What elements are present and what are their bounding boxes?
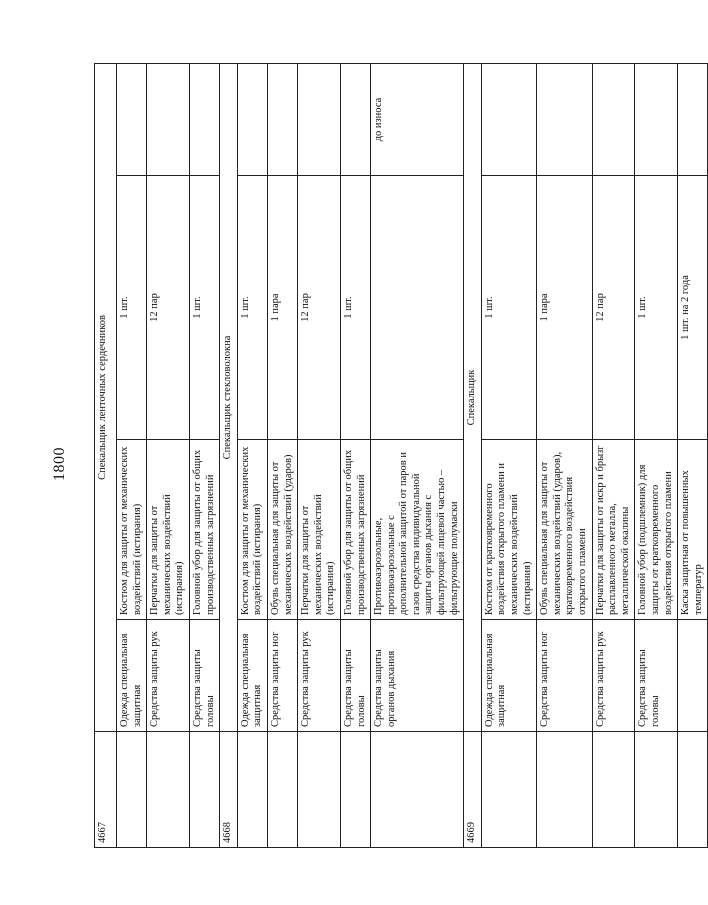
ppe-type-cell: Средства защиты рук (147, 620, 190, 732)
blank-cell (117, 732, 147, 848)
norm-cell (189, 64, 219, 176)
quantity-cell: 1 шт. (340, 176, 370, 440)
blank-cell (298, 732, 341, 848)
table-row (117, 64, 147, 848)
norm-cell (237, 64, 267, 176)
ppe-item-cell: Перчатки для защиты от механических воздействий (истирания) (298, 440, 341, 620)
ppe-type-cell: Средства защиты головы (635, 620, 678, 732)
norm-cell (635, 64, 678, 176)
table-row (481, 64, 536, 848)
ppe-item-cell: Головной убор для защиты от общих производственных загрязнений (340, 440, 370, 620)
ppe-type-cell: Средства защиты головы (189, 620, 219, 732)
ppe-type-cell: Средства защиты рук (592, 620, 635, 732)
norm-cell (340, 64, 370, 176)
norm-cell (298, 64, 341, 176)
ppe-norms-table (94, 63, 708, 848)
ppe-type-cell (678, 620, 708, 732)
table-row (678, 64, 708, 848)
quantity-cell: 1 шт. (481, 176, 536, 440)
table-row (592, 64, 635, 848)
profession-name-cell: Спекальщик (464, 64, 482, 732)
ppe-item-cell: Головной убор для защиты от общих производственных загрязнений (189, 440, 219, 620)
table-row (635, 64, 678, 848)
table-row (220, 64, 238, 848)
quantity-cell: 1 шт. (635, 176, 678, 440)
quantity-cell: 1 пара (267, 176, 297, 440)
quantity-cell (371, 176, 464, 440)
blank-cell (189, 732, 219, 848)
profession-number-cell: 4668 (220, 732, 238, 848)
profession-name-cell: Спекальщик стекловолокна (220, 64, 238, 732)
table-body (95, 64, 708, 848)
ppe-type-cell: Средства защиты ног (267, 620, 297, 732)
norm-cell (147, 64, 190, 176)
ppe-item-cell: Головной убор (подшлемник) для защиты от кратковременного воздействия открытого пламени (635, 440, 678, 620)
page-number: 1800 (51, 447, 68, 481)
quantity-cell: 12 пар (147, 176, 190, 440)
profession-name-cell: Спекальщик ленточных сердечников (95, 64, 117, 732)
table-row (95, 64, 117, 848)
table-row (371, 64, 464, 848)
ppe-item-cell: Перчатки для защиты от искр и брызг расплавленного металла, металлической окалины (592, 440, 635, 620)
ppe-item-cell: Обувь специальная для защиты от механических воздействий (ударов), кратковременного воздействия открытого пламени (537, 440, 592, 620)
quantity-cell: 1 шт. (237, 176, 267, 440)
blank-cell (592, 732, 635, 848)
ppe-item-cell: Каска защитная от повышенных температур (678, 440, 708, 620)
table-row (237, 64, 267, 848)
table-row (537, 64, 592, 848)
ppe-item-cell: Костюм для защиты от механических воздействий (истирания) (117, 440, 147, 620)
blank-cell (481, 732, 536, 848)
norm-cell (678, 64, 708, 176)
table-row (189, 64, 219, 848)
quantity-cell: 12 пар (592, 176, 635, 440)
blank-cell (340, 732, 370, 848)
norm-cell: до износа (371, 64, 464, 176)
ppe-type-cell: Одежда специальная защитная (237, 620, 267, 732)
ppe-type-cell: Средства защиты рук (298, 620, 341, 732)
table-row (340, 64, 370, 848)
blank-cell (147, 732, 190, 848)
blank-cell (371, 732, 464, 848)
quantity-cell: 1 шт. (189, 176, 219, 440)
ppe-item-cell: Перчатки для защиты от механических воздействий (истирания) (147, 440, 190, 620)
blank-cell (635, 732, 678, 848)
quantity-cell: 12 пар (298, 176, 341, 440)
ppe-item-cell: Обувь специальная для защиты от механических воздействий (ударов) (267, 440, 297, 620)
blank-cell (237, 732, 267, 848)
quantity-cell: 1 пара (537, 176, 592, 440)
table-row (464, 64, 482, 848)
ppe-item-cell: Костюм для защиты от механических воздействий (истирания) (237, 440, 267, 620)
quantity-cell: 1 шт. на 2 года (678, 176, 708, 440)
ppe-norms-table-wrapper (94, 64, 704, 848)
profession-number-cell: 4667 (95, 732, 117, 848)
norm-cell (481, 64, 536, 176)
ppe-type-cell: Средства защиты органов дыхания (371, 620, 464, 732)
profession-number-cell: 4669 (464, 732, 482, 848)
ppe-type-cell: Одежда специальная защитная (117, 620, 147, 732)
table-row (298, 64, 341, 848)
ppe-item-cell: Противоаэрозольные, противоаэрозольные с дополнительной защитой от паров и газов средства индивидуальной защиты органов дыхания с фильтрующей лицевой частью – фильтрующие полумаски (371, 440, 464, 620)
ppe-type-cell: Средства защиты ног (537, 620, 592, 732)
norm-cell (592, 64, 635, 176)
norm-cell (537, 64, 592, 176)
blank-cell (678, 732, 708, 848)
table-row (267, 64, 297, 848)
blank-cell (267, 732, 297, 848)
norm-cell (117, 64, 147, 176)
blank-cell (537, 732, 592, 848)
table-row (147, 64, 190, 848)
ppe-type-cell: Одежда специальная защитная (481, 620, 536, 732)
quantity-cell: 1 шт. (117, 176, 147, 440)
norm-cell (267, 64, 297, 176)
ppe-item-cell: Костюм от кратковременного воздействия открытого пламени и механических воздействий (истирания) (481, 440, 536, 620)
ppe-type-cell: Средства защиты головы (340, 620, 370, 732)
